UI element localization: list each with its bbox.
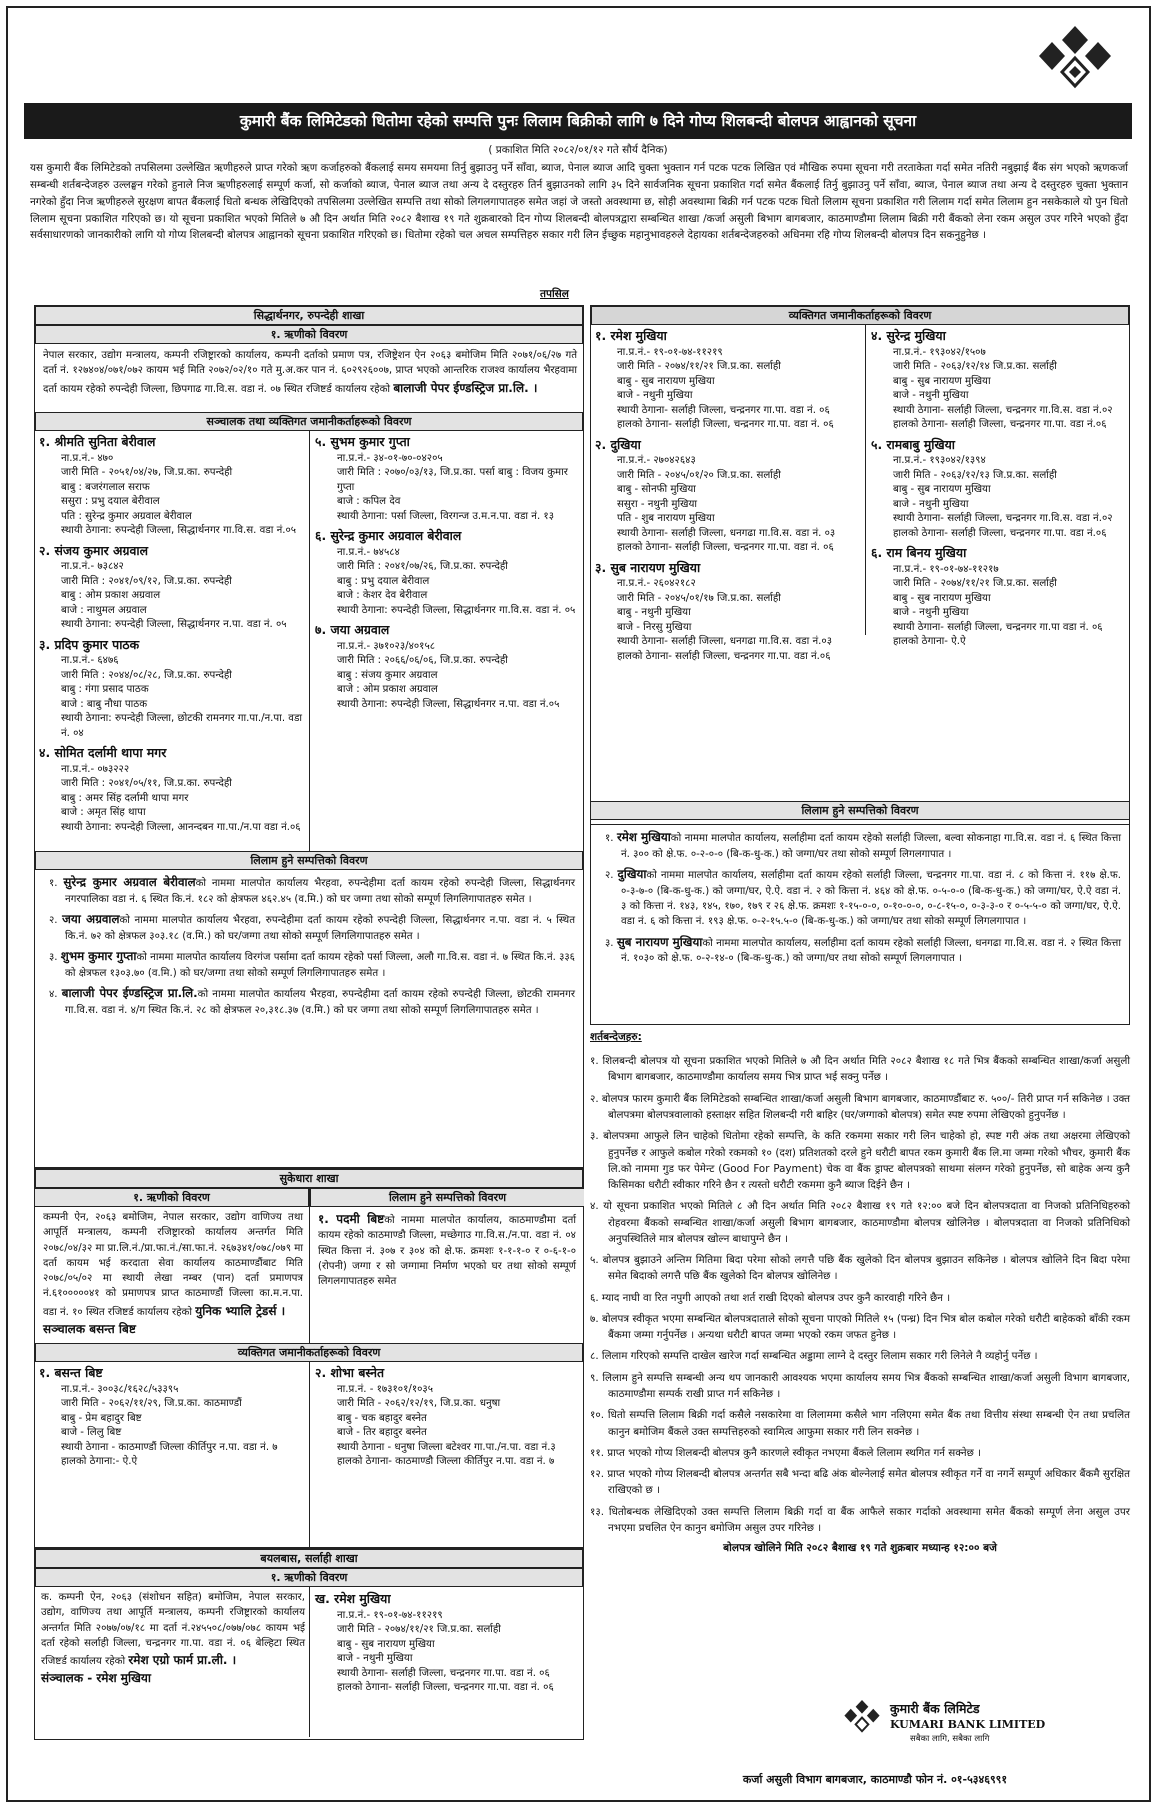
director-name: सञ्चालक बसन्त बिष्ट [43,1322,136,1337]
property-number: ३. [605,937,614,949]
guarantor-detail: ससुरा - नथुनी मुखिया [617,498,698,510]
guarantor-detail: स्थायी ठेगाना- सर्लाही जिल्ला, धनगढा गा.वि.स. वडा नं.०३ [617,636,832,648]
guarantor-detail: ना.प्र.नं.- २६०४२१८२ [617,578,696,590]
guarantor-detail: ना.प्र.नं.- ६४७६ [61,655,119,667]
debtor-person-detail: ना.प्र.नं.- १९-०१-७४-११२१९ [337,1609,443,1621]
debtor-text: क. कम्पनी ऐन, २०६३ (संशोधन सहित) बमोजिम, नेपाल सरकार, उद्योग, वाणिज्य तथा आपूर्ति मन्त्रालय, कम्पनी रजिष्ट्रारको कार्यालय अन्तर्गत मिति २०७७/०७/१८ मा दर्ता नं.२४५५०८/०७७/०७८ कायम भई दर्ता रहेको सर्लाही जिल्ला, चन्द्रनगर गा.पा. वडा नं. ०६ बेल्हिटा स्थित रजिष्टर्ड कार्यालय रहेको [41,1592,305,1668]
conditions-section [590,1030,1130,1556]
property-owner: सुब नारायण मुखिया [616,934,703,949]
saralahi-property-section [590,825,1130,1025]
property-header: लिलाम हुने सम्पत्तिको विवरण [35,851,583,870]
property-text: को नाममा मालपोत कार्यालय, सर्लाहीमा दर्ता कायम रहेको सर्लाही जिल्ला, बल्वा सोकनाहा गा.वि.स. वडा नं. ६ स्थित कित्ता नं. ३०० को क्षे.फ. ०-२-०-० (बि-क-धु-क.) को जग्गा/घर तथा सोको सम्पूर्ण लिगलगापात । [621,833,1121,860]
property-owner: सुरेन्द्र कुमार अग्रवाल बेरीवाल [63,875,196,889]
condition-item: ४. यो सूचना प्रकाशित भएको मितिले ८ औ दिन अर्थात मिति २०८२ बैशाख १९ गते १२:०० बजे दिन बोलपत्रदाता वा निजको प्रतिनिधिहरुको रोहवरमा बैंकको सम्बन्धित शाखा/कर्जा असुली बिभाग बागबजार, काठमाण्डौमा बोलपत्र खोलिनेछ । बोलपत्रदाता वा निजको प्रतिनिधिको अनुपस्थितिले मात्र बोलपत्र खोल्न बाधापुग्ने छैन । [590,1200,1130,1245]
condition-item: १३. धितोबन्धक लेखिदिएको उक्त सम्पत्ति लिलाम बिक्री गर्दा वा बैंक आफैले सकार गर्दाको अवस्थामा समेत बैंकको सम्पूर्ण लेना असुल उपर नभएमा प्रचलित ऐन कानुन बमोजिम असुल उपर गरिनेछ । [590,1505,1130,1534]
guarantor-entry [595,436,861,556]
guarantor-grid [591,325,1129,820]
guarantor-name: ७. जया अग्रवाल [315,622,390,638]
guarantor-detail: स्थायी ठेगाना- सर्लाही जिल्ला, चन्द्रनगर गा.वि.स. वडा नं.०२ [893,513,1113,525]
debtor-company: युनिक भ्यालि ट्रेडर्स । [195,1303,286,1318]
debtor-header: १. ऋणीको विवरण [35,1568,583,1587]
property-number: १. [605,833,614,844]
guarantor-detail: बाबु - सुब नारायण मुखिया [893,592,991,604]
guarantor-detail: बाजे - तिर बहादुर बस्नेत [337,1427,427,1439]
guarantor-detail: ना.प्र.नं.- २७०४२६४३ [617,455,696,467]
guarantor-entry [315,1364,581,1470]
guarantor-detail: ना.प्र.नं.- १९३०४२/१३९४ [893,455,986,467]
guarantor-name: ६. सुरेन्द्र कुमार अग्रवाल बेरीवाल [315,528,462,544]
property-owner: शुभम कुमार गुप्ता [60,948,137,963]
guarantor-detail: जारी मिति - २०७४/११/२१ जि.प्र.का. सर्लाही [893,578,1057,590]
debtor-header: १. ऋणीको विवरण [35,325,583,344]
siddharthanagar-section [34,305,584,1168]
guarantor-name: ४. सुरेन्द्र मुखिया [871,328,946,343]
debtor-person-detail: हालको ठेगाना- सर्लाही जिल्ला, चन्द्रनगर गा.पा. वडा नं. ०६ [337,1682,554,1694]
guarantor-detail: स्थायी ठेगाना- सर्लाही जिल्ला, चन्द्रनगर गा.वि.स. वडा नं.०२ [893,404,1113,416]
guarantor-detail: बाबु : प्रभु दयाल बेरीवाल [337,575,430,587]
tapasil-label: तपसिल [540,288,569,300]
property-list [35,870,583,1018]
guarantor-grid [35,431,583,851]
guarantor-detail: स्थायी ठेगाना: रुपन्देही जिल्ला, छोटकी रामनगर गा.पा./न.पा. वडा नं. ०४ [61,713,303,739]
guarantor-detail: बाजे - नथुनी मुखिया [893,607,969,619]
guarantor-detail: हालको ठेगाना:- ऐ.ऐ [61,1456,138,1468]
debtor-person-detail: बाबु - सुब नारायण मुखिया [337,1638,435,1650]
debtor-text: कम्पनी ऐन, २०६३ बमोजिम, नेपाल सरकार, उद्योग वाणिज्य तथा आपूर्ति मन्त्रालय, कम्पनी रजिष्ट्रारको कार्यालय अन्तर्गत मिति २०७८/०४/३२ मा प्रा.लि.नं./प्रा.फा.नं./सा.फा.नं. २६७३४१/०७८/०७९ मा दर्ता कायम भई करदाता सेवा कार्यालय काठमाण्डौंबाट मिति २०७८/०५/०२ मा स्थायी लेखा नम्बर (पान) दर्ता प्रमाणपत्र नं.६१०००००४१ को प्रमाणपत्र प्राप्त काठमाण्डौं जिल्ला का.म.न.पा. वडा नं. १० स्थित रजिष्टर्ड कार्यालय रहेको [43,1212,303,1318]
guarantor-entry [39,744,305,835]
guarantor-detail: हालको ठेगाना- ऐ.ऐ [893,636,966,648]
guarantor-detail: हालको ठेगाना- सर्लाही जिल्ला, चन्द्रनगर गा.पा. वडा नं.०६ [893,419,1107,431]
guarantor-entry [871,327,1127,433]
condition-item: २. बोलपत्र फारम कुमारी बैंक लिमिटेडको सम्बन्धित शाखा/कर्जा असुली बिभाग बागबजार, काठमाण्डौंबाट रु. ५००/- तिरी प्राप्त गर्न सकिनेछ । उक्त बोलपत्रमा बोलपत्रवालाको हस्ताक्षर सहित शिलबन्दी गरी बाहिर (घर/जग्गाको बोलपत्र) समेत स्पष्ट रुपमा लेखिएको हुनुपर्नेछ । [590,1092,1130,1122]
guarantor-detail: स्थायी ठेगाना - काठमाण्डौं जिल्ला कीर्तिपुर न.पा. वडा नं. ७ [61,1441,278,1453]
guarantor-entry [39,433,305,539]
debtor-person-detail: स्थायी ठेगाना- सर्लाही जिल्ला, चन्द्रनगर गा.पा. वडा नं. ०६ [337,1667,550,1679]
guarantor-detail: जारी मिति : २०४१/०७/२६, जि.प्र.का. रुपन्देही [337,561,508,573]
guarantor-detail: जारी मिति : २०७०/०३/१३, जि.प्र.का. पर्सा बाबु : विजय कुमार गुप्ता [337,467,568,493]
guarantor-detail: बाजे - नथुनी मुखिया [893,498,969,510]
guarantor-detail: बाजे - नथुनी मुखिया [617,390,693,402]
property-number: २. [49,914,58,926]
debtor-person [315,1590,581,1696]
guarantor-detail: स्थायी ठेगाना - धनुषा जिल्ला बटेश्वर गा.पा./न.पा. वडा नं.३ [337,1441,556,1453]
guarantor-name: १. श्रीमति सुनिता बेरीवाल [39,434,156,449]
condition-item: ९. लिलाम हुने सम्पत्ति सम्बन्धी अन्य थप जानकारी आवश्यक भएमा कार्यालय समय भित्र बैंकको सम्बन्धित शाखा/कर्जा असुली विभाग बागबजार, काठमाण्डौमा सम्पर्क राखी प्राप्त गर्न सकिनेछ । [590,1371,1130,1400]
branch-header: सिद्धार्थनगर, रुपन्देही शाखा [35,306,583,325]
condition-item: ६. म्याद नाघी वा रित नपुगी आएको तथा शर्त राखी दिएको बोलपत्र उपर कुनै कारवाही गरिने छैन । [590,1291,951,1304]
guarantor-detail: बाबु - सुब नारायण मुखिया [893,375,991,387]
guarantor-detail: स्थायी ठेगाना- सर्लाही जिल्ला, चन्द्रनगर गा.पा. वडा नं. ०६ [617,404,830,416]
guarantor-grid [35,1362,583,1547]
property-item [43,911,575,944]
property-number: ४. [49,988,58,1000]
bank-logo-icon [1030,22,1120,92]
guarantor-detail: हालको ठेगाना- सर्लाही जिल्ला, चन्द्रनगर गा.पा. वडा नं. ०६ [617,542,834,554]
guarantor-name: ६. राम बिनय मुखिया [871,545,967,561]
guarantor-name: १. बसन्त बिष्ट [39,1365,103,1380]
condition-item: ७. बोलपत्र स्वीकृत भएमा सम्बन्धित बोलपत्रदाताले सोको सूचना पाएको मितिले १५ (पन्ध्र) दिन भित्र बोल कबोल गरेको धरौटी बाहेकको बाँकी रकम बैंकमा जम्मा गर्नुपर्नेछ । अन्यथा धरौटी बापत जम्मा भएको रकम जफत हुनेछ । [590,1312,1130,1342]
debtor-person-entry [315,1590,581,1696]
guarantor-detail: जारी मिति - २०६२/११/२९, जि.प्र.का. काठमाण्डौं [61,1398,242,1410]
guarantor-detail: बाबु - सोनफी मुखिया [617,484,696,496]
guarantor-detail: बाजे : अमृत सिंह थापा [61,807,146,819]
condition-item: ३. बोलपत्रमा आफुले लिन चाहेको धितोमा रहेको सम्पत्ति, के कति रकममा सकार गरी लिन चाहेको हो, स्पष्ट गरी अंक तथा अक्षरमा लेखिएको हुनुपर्नेछ र आफुले कबोल गरेको रकमको १० (दश) प्रतिशतको दरले हुने धरौटी बापत रकम कुमारी बैंक लि.मा जम्मा गरेको भौचर, कुमारी बैंक लि.को नाममा गुड फर पेमेन्ट (Good For Payment) चेक वा बैंक ड्राफ्ट बोलपत्रको साथमा संलग्न गरेको हुनुपर्नेछ, सो बाहेक अन्य कुनै किसिमका धरौटी स्वीकार गरिने छैन र त्यस्तो धरौटी रकममा कुनै ब्याज दिईने छैन । [590,1130,1130,1192]
guarantor-detail: पति : सुरेन्द्र कुमार अग्रवाल बेरीवाल [61,510,192,522]
guarantor-name: ५. सुभम कुमार गुप्ता [315,434,410,449]
guarantor-detail: जारी मिति : २०४१/०५/११, जि.प्र.का. रुपन्देही [61,778,232,790]
intro-paragraph: यस कुमारी बैंक लिमिटेडको तपसिलमा उल्लेखित ऋणीहरुले प्राप्त गरेको ऋण कर्जाहरुको बैंकलाई समय समयमा तिर्नु बुझाउनु पर्ने साँवा, ब्याज, पेनाल ब्याज आदि चुक्ता भुक्तान गर्न पटक पटक लिखित एवं मौखिक रुपमा सूचना गरी तरताकेता गर्दा समेत नतिरी नबुझाई बैंक संग भएको ऋणकर्जा सम्बन्धी शर्तबन्देजहरु उल्लङ्घन गरेको हुनाले निज ऋणीहरुलाई सम्पूर्ण कर्जा, सो कर्जाको ब्याज, पेनाल ब्याज तथा अन्य दे दस्तुरहरु तिर्न बुझाउनको लागि ३५ दिने सार्वजनिक सूचना प्रकाशित गर्दा समेत बैंकलाई तिर्नु बुझाउनु पर्ने साँवा, ब्याज, पेनाल ब्याज तथा अन्य दे दस्तुरहरु चुक्ता भुक्तान नगरेको हुँदा निज ऋणीहरुले सुरक्षण बापत बैंकलाई धितो बन्धक लेखिदिएको तपसिलमा उल्लेखित सम्पत्ति तथा सोको लिगलगापातहरु समेत जहां जे जस्तो अवस्थामा छ, सोही अवस्थामा बिक्री गर्न पटक पटक धितो लिलाम सूचना प्रकाशित गरी लिलाम गर्दा समेत लिलाम हुन नसकेकाले यो पुन धितो लिलाम सूचना प्रकाशित गरिएको छ। यो सूचना प्रकाशित भएको मितिले ७ औ दिन अर्थात मिति २०८२ बैशाख १९ गते शुक्रबारको दिन गोप्य शिलबन्दी बोलपत्रद्वारा सम्बन्धित शाखा /कर्जा असुली बिभाग बागबजार, काठमाण्डौमा लिलाम बिक्री गरी बैंकको लेना रकम असुल उपर गरिने भएको हुँदा सर्वसाधारणको जानकारीको लागि यो गोप्य शिलबन्दी बोलपत्र आह्वानको सूचना प्रकाशित गरिएको छ। धितोमा रहेको चल अचल सम्पत्तिहरु सकार गरी लिन ईच्छुक महानुभावहरुले देहायका शर्तबन्देजहरुको अधिनमा रहि गोप्य शिलबन्दी बोलपत्र दिन सकनुहुनेछ । [30,162,1128,242]
property-owner: जया अग्रवाल [62,911,120,926]
notice-title: कुमारी बैंक लिमिटेडको धितोमा रहेको सम्पत्ति पुनः लिलाम बिक्रीको लागि ७ दिने गोप्य शिलबन्दी बोलपत्र आह्वानको सूचना [24,103,1132,139]
guarantor-detail: स्थायी ठेगाना: रुपन्देही जिल्ला, सिद्धार्थनगर गा.वि.स. वडा नं.०५ [61,525,297,537]
guarantor-detail: हालको ठेगाना- काठमाण्डौ जिल्ला कीर्तिपुर न.पा. वडा नं. ७ [337,1456,555,1468]
guarantor-detail: बाजे - नथुनी मुखिया [893,390,969,402]
property-owner: रमेश मुखिया [616,830,671,844]
guarantor-name: १. रमेश मुखिया [595,328,667,343]
debtor-person-detail: जारी मिति - २०७४/११/२१ जि.प्र.का. सर्लाही [337,1624,501,1636]
property-details [310,1207,584,1289]
guarantor-detail: बाबु : बजरंगलाल सराफ [61,481,150,493]
director-name: संञ्चालक - रमेश मुखिया [41,1671,151,1686]
guarantor-entry [39,542,305,633]
guarantor-detail: बाजे - निरसु मुखिया [617,621,692,633]
guarantor-detail: ना.प्र.नं.- ७४५८४ [337,546,400,558]
conditions-heading: शर्तबन्देजहरु: [590,1031,642,1043]
bayalbas-section [34,1548,584,1740]
guarantor-name: २. शोभा बस्नेत [315,1365,385,1380]
guarantor-detail: पति - शुब नारायण मुखिया [617,513,715,525]
bank-name-en: KUMARI BANK LIMITED [890,1718,1046,1731]
property-number: २. [605,869,614,881]
condition-item: ५. बोलपत्र बुझाउने अन्तिम मितिमा बिदा परेमा सोको लगत्तै पछि बैंक खुलेको दिन बोलपत्र बुझाउन सकिनेछ । बोलपत्र खोलिने दिन बिदा परेमा समेत बिदाको लगत्तै पछि बैंक खुलेको दिन बोलपत्र खोलिनेछ । [590,1254,1130,1283]
guarantor-detail: ना.प्र.नं.- ०७३२२२ [61,763,130,775]
condition-item: १. शिलबन्दी बोलपत्र यो सूचना प्रकाशित भएको मितिले ७ औ दिन अर्थात मिति २०८२ बैशाख १८ गते भित्र बैंकको सम्बन्धित शाखा/कर्जा असुली बिभाग बागबजार, काठमाण्डौमा कार्यालय समय भित्र प्राप्त भई सक्नु पर्नेछ । [590,1055,1130,1084]
guarantor-col-left [39,433,305,838]
debtor-company: बालाजी पेपर ईण्डस्ट्रिज प्रा.लि. । [393,380,538,395]
guarantor-detail: ना.प्र.नं.- १९-०१-७४-११२१७ [893,563,999,575]
property-item [43,985,575,1018]
guarantor-detail: बाबु - नथुनी मुखिया [617,607,691,619]
guarantor-detail: जारी मिति - २०६२/१२/१९, जि.प्र.का. धनुषा [337,1398,501,1410]
conditions-list [590,1053,1130,1536]
property-item [599,866,1121,930]
guarantor-header: सञ्चालक तथा व्यक्तिगत जमानीकर्ताहरूको विवरण [35,412,583,431]
guarantor-header: व्यक्तिगत जमानीकर्ताहरूको विवरण [35,1343,583,1362]
guarantor-col-right [315,1364,581,1473]
debtor-company: रमेश एग्रो फार्म प्रा.ली. । [128,1653,237,1668]
property-text: को नाममा मालपोत कार्यालय विरगंज पर्सामा दर्ता कायम रहेको पर्सा जिल्ला, अलौ गा.वि.स. वडा नं. ७ स्थित कि.नं. ३३६ को क्षेत्रफल १३०३.७० (व.मि.) को घर/जग्गा तथा सोको सम्पूर्ण लिगलिगापातहरु समेत । [65,951,575,979]
guarantor-detail: बाजे : केशर देव बेरीवाल [337,590,428,602]
guarantor-detail: ससुरा : प्रभु दयाल बेरीवाल [61,496,160,508]
property-owner: १. पदमी बिष्ट [318,1212,385,1226]
property-item [43,874,575,907]
property-text: को नाममा मालपोत कार्यालय भैरहवा, रुपन्देहीमा दर्ता कायम रहेको रुपन्देही जिल्ला, सिद्धार्थनगर न.पा. वडा नं. ५ स्थित कि.नं. ७२ को क्षेत्रफल ३०३.१८ (व.मि.) को घर/जग्गा तथा सोको सम्पूर्ण लिगलिगापातहरु समेत । [65,914,576,942]
guarantor-header: व्यक्तिगत जमानीकर्ताहरूको विवरण [591,306,1129,325]
property-item [599,934,1121,967]
published-date: ( प्रकाशित मिति २०८२/०१/१२ गते सौर्य दैनिक) [488,144,668,156]
guarantor-detail: बाजे - लिलु बिष्ट [61,1427,122,1439]
debtor-details [41,1590,305,1688]
guarantor-name: ३. प्रदिप कुमार पाठक [39,636,140,652]
guarantor-detail: बाबु - चक बहादुर बस्नेत [337,1412,427,1424]
guarantor-entry [39,636,305,742]
debtor-person-detail: बाजे - नथुनी मुखिया [337,1653,413,1665]
opening-time: बोलपत्र खोलिने मिति २०८२ बैशाख १९ गते शुक्रबार मध्यान्ह १२:०० बजे [723,1542,997,1555]
guarantor-detail: जारी मिति - २०४५/०१/२० जि.प्र.का. सर्लाही [617,469,781,481]
guarantor-name: ३. सुब नारायण मुखिया [595,559,701,575]
guarantor-detail: बाबु : ओम प्रकाश अग्रवाल [61,590,161,602]
guarantor-entry [871,436,1127,542]
property-number: ३. [49,951,58,963]
property-list [591,825,1129,967]
guarantor-detail: बाबु - सुब नारायण मुखिया [617,375,715,387]
footer-address: कर्जा असुली विभाग बागबजार, काठमाण्डौ फोन नं. ०१-५३४६९९१ [742,1773,1008,1786]
guarantor-detail: जारी मिति : २०६६/०६/०६, जि.प्र.का. रुपन्देही [337,655,508,667]
condition-item: १२. प्राप्त भएको गोप्य शिलबन्दी बोलपत्र अन्तर्गत सबै भन्दा बढि अंक बोल्नेलाई समेत बोलपत्र स्वीकृत गर्ने वा नगर्ने सम्पूर्ण अधिकार बैंकमै सुरक्षित राखिएको छ । [590,1468,1130,1497]
condition-item: ११. प्राप्त भएको गोप्य शिलबन्दी बोलपत्र कुनै कारणले स्वीकृत नभएमा बैंकले लिलाम स्थगित गर्न सक्नेछ । [590,1446,981,1459]
property-text: को नाममा मालपोत कार्यालय भैरहवा, रुपन्देहीमा दर्ता कायम रहेको रुपन्देही जिल्ला, छोटकी रामनगर गा.वि.स. वडा नं. ४/ग स्थित कि.नं. २८ को क्षेत्रफल २०,३१८.३७ (व.मि.) को घर जग्गा तथा सोको सम्पूर्ण लिगलिगापातहरु समेत । [65,988,575,1016]
guarantor-detail: बाबु : संजय कुमार अग्रवाल [337,669,438,681]
debtor-property-row [35,1188,583,1343]
guarantor-detail: हालको ठेगाना- सर्लाही जिल्ला, चन्द्रनगर गा.पा. वडा नं.०६ [617,650,831,662]
guarantor-detail: स्थायी ठेगाना: रुपन्देही जिल्ला, सिद्धार्थनगर न.पा. वडा नं. ०५ [61,619,287,631]
guarantor-detail: स्थायी ठेगाना: रुपन्देही जिल्ला, सिद्धार्थनगर न.पा. वडा नं.०५ [337,698,560,710]
debtor-header: १. ऋणीको विवरण [35,1188,309,1207]
bank-tagline: सबैका लागि, सबैका लागि [910,1734,990,1744]
guarantor-entry [39,1364,305,1470]
guarantor-col-left [595,327,861,667]
branch-header: बयलबास, सर्लाही शाखा [35,1549,583,1568]
sukedhara-section [34,1168,584,1548]
guarantor-entry [871,544,1127,650]
guarantor-detail: बाबु - प्रेम बहादुर बिष्ट [61,1412,142,1424]
guarantor-col-right [315,433,581,715]
guarantor-name: ५. रामबाबु मुखिया [871,436,955,452]
property-text: को नाममा मालपोत कार्यालय भैरहवा, रुपन्देहीमा दर्ता कायम रहेको रुपन्देही जिल्ला, सिद्धार्थनगर नगरपालिका वडा नं. ६ स्थित कि.नं. १८२ को क्षेत्रफल ४६२.४५ (व.मि.) को घर जग्गा तथा सोको सम्पूर्ण लिगलिगापातहरु समेत । [65,878,575,905]
condition-item: ८. लिलाम गरिएको सम्पत्ति दाखेल खारेज गर्दा सम्बन्धित अड्डामा लाग्ने दे दस्तुर लिलाम सकार गरी लिनेले नै व्यहोर्नु पर्नेछ । [590,1350,1038,1363]
guarantor-detail: बाजे : बाबु नौधा पाठक [61,698,148,710]
guarantor-detail: ना.प्र.नं. - १७३१०१/१०३५ [337,1383,434,1395]
property-text: को नाममा मालपोत कार्यालय, सर्लाहीमा दर्ता कायम रहेको सर्लाही जिल्ला, धनगढा गा.वि.स. वडा नं. २ स्थित कित्ता नं. १०३० को क्षे.फ. ०-२-१४-० (बि-क-धु-क.) को जग्गा/घर तथा सोको सम्पूर्ण लिगलगापात । [621,937,1121,965]
guarantor-detail: ना.प्र.नं.- ३००३८/१६२८/५३३९५ [61,1383,179,1395]
guarantor-detail: बाजे : ओम प्रकाश अग्रवाल [337,684,438,696]
guarantor-detail: स्थायी ठेगाना: पर्सा जिल्ला, विरगन्ज उ.म.न.पा. वडा नं. १३ [337,510,555,522]
guarantor-name: २. दुखिया [595,436,641,452]
guarantor-detail: जारी मिति : २०४४/०८/२८, जि.प्र.का. रुपन्देही [61,669,232,681]
guarantor-detail: स्थायी ठेगाना: रुपन्देही जिल्ला, आनन्दबन गा.पा./न.पा वडा नं.०६ [61,821,301,833]
saralahi-guarantor-section [590,305,1130,825]
guarantor-entry [315,433,581,524]
debtor-grid [35,1587,583,1737]
debtor-text: नेपाल सरकार, उद्योग मन्त्रालय, कम्पनी रजिष्ट्रारको कार्यालय, कम्पनी दर्ताको प्रमाण पत्र, रजिष्ट्रेशन ऐन २०६३ बमोजिम मिति २०७१/०६/२७ गते दर्ता नं. १२७४०४/०७१/०७२ कायम भई मिति २०७२/०२/१० गते मु.अ.कर पान नं. ६०२९२६००७, प्राप्त भएको आन्तरिक राजश्व कार्यालय भैरहवामा दर्ता कायम रहेको रुपन्देही जिल्ला, छिपगाढ गा.वि.स. वडा नं. ०७ स्थित रजिष्टर्ड कार्यालय रहेको [43,350,577,395]
guarantor-detail: जारी मिति - २०६३/१२/१४ जि.प्र.का. सर्लाही [893,361,1057,373]
guarantor-detail: जारी मिति : २०४१/०९/१२, जि.प्र.का. रुपन्देही [61,575,232,587]
guarantor-detail: बाबु - सुब नारायण मुखिया [893,484,991,496]
property-header: लिलाम हुने सम्पत्तिको विवरण [590,801,1130,820]
guarantor-detail: ना.प्र.नं.- ४७० [61,452,114,464]
guarantor-detail: बाजे : कपिल देव [337,496,401,508]
guarantor-detail: जारी मिति - २०७४/११/२१ जि.प्र.का. सर्लाही [617,361,781,373]
guarantor-name: २. संजय कुमार अग्रवाल [39,542,149,558]
property-text: को नाममा मालपोत कार्यालय, काठमाण्डौमा दर्ता कायम रहेको काठमाण्डौ जिल्ला, मच्छेगाउ गा.वि.स./न.पा. वडा नं. ०४ स्थित कित्ता नं. ३०७ र ३०४ को क्षे.फ. क्रमशः १-१-१-० र ०-६-१-० (रोपनी) जग्गा र सो जग्गामा निर्माण भएको घर तथा सोको सम्पूर्ण लिगलगापातहरु समेत [318,1215,576,1288]
guarantor-entry [315,527,581,618]
guarantor-detail: स्थायी ठेगाना- सर्लाही जिल्ला, धनगढा गा.वि.स. वडा नं. ०३ [617,527,836,539]
debtor-details [35,344,583,412]
guarantor-detail: स्थायी ठेगाना: रुपन्देही जिल्ला, सिद्धार्थनगर गा.वि.स. वडा नं. ०५ [337,604,576,616]
guarantor-detail: हालको ठेगाना- सर्लाही जिल्ला, चन्द्रनगर गा.पा. वडा नं.०६ [893,527,1107,539]
property-header: लिलाम हुने सम्पत्तिको विवरण [310,1188,584,1207]
guarantor-detail: बाजे : नाथुमल अग्रवाल [61,604,147,616]
guarantor-detail: बाबु : गंगा प्रसाद पाठक [61,684,149,696]
property-number: १. [49,878,58,889]
property-owner: बालाजी पेपर ईण्डस्ट्रिज प्रा.लि. [61,985,198,1000]
guarantor-detail: जारी मिति - २०५१/०४/२७, जि.प्र.का. रुपन्देही [61,467,233,479]
guarantor-detail: बाबु : अमर सिंह दर्लामी थापा मगर [61,792,189,804]
property-item [43,948,575,981]
guarantor-detail: हालको ठेगाना- सर्लाही जिल्ला, चन्द्रनगर गा.पा. वडा नं. ०६ [617,419,834,431]
guarantor-detail: ना.प्र.नं.- १९३०४२/१५०७ [893,346,986,358]
property-item [599,829,1121,862]
guarantor-detail: ना.प्र.नं.- ३७१०२३/४०१५८ [337,640,436,652]
branch-header: सुकेधारा शाखा [35,1169,583,1188]
property-owner: दुखिया [617,866,647,881]
footer-bank-logo [840,1698,1100,1748]
guarantor-detail: ना.प्र.नं.- ३४-०१-७०-०४२०५ [337,452,443,464]
guarantor-detail: ना.प्र.नं.- ७३८४२ [61,561,124,573]
guarantor-detail: स्थायी ठेगाना- सर्लाही जिल्ला, चन्द्रनगर गा.पा वडा नं. ०६ [893,621,1103,633]
bank-name-np: कुमारी बैंक लिमिटेड [890,1701,980,1716]
guarantor-detail: जारी मिति - २०६३/१२/१३ जि.प्र.का. सर्लाही [893,469,1057,481]
guarantor-entry [595,327,861,433]
bank-logo-icon [840,1698,884,1742]
guarantor-entry [595,559,861,665]
guarantor-col-left [39,1364,305,1473]
property-text: को नाममा मालपोत कार्यालय, सर्लाहीमा दर्ता कायम रहेको सर्लाही जिल्ला, चन्द्रनगर गा.पा. वडा नं. ८ को कित्ता नं. ११७ क्षे.फ. ०-३-७-० (बि-क-धु-क.) को जग्गा/घर, ऐ.ऐ. वडा नं. २ को कित्ता नं. ४६४ को क्षे.फ. ०-५-०-० (बि-क-धु-क.) को जग्गा/घर, ऐ.ऐ वडा नं. ३ को कित्ता नं. १४३, १४५, १७०, १७९ र २६ क्षे.फ. क्रमशः १-१५-०-०, ०-१०-०-०, ०-८-१५-०, ०-३-३-० र ०-५-५-० को जग्गा/घर, ऐ.ऐ. वडा नं. ६ को कित्ता नं. १९३ क्षे.फ. ०-२-१५.५-० (बि-क-धु-क.) को जग्गा/घर तथा सोको सम्पूर्ण लिगलगापात । [621,869,1121,928]
debtor-person-name: ख. रमेश मुखिया [315,1591,391,1606]
guarantor-detail: जारी मिति - २०४५/०१/१७ जि.प्र.का. सर्लाही [617,592,781,604]
debtor-details [35,1207,309,1338]
guarantor-col-right [871,327,1127,653]
condition-item: १०. धितो सम्पत्ति लिलाम बिक्री गर्दा कसैले नसकारेमा वा लिलाममा कसैले भाग नलिएमा समेत बैंक तथा वित्तीय संस्था सम्बन्धी ऐन तथा प्रचलित कानुन बमोजिम बैंकले उक्त सम्पत्तिहरुको स्वामित्व आफुमा सकार गरी लिन सक्नेछ । [590,1409,1130,1438]
guarantor-entry [315,621,581,712]
guarantor-name: ४. सोमित दर्लामी थापा मगर [39,745,167,761]
guarantor-detail: ना.प्र.नं.- १९-०१-७४-११२१९ [617,346,723,358]
